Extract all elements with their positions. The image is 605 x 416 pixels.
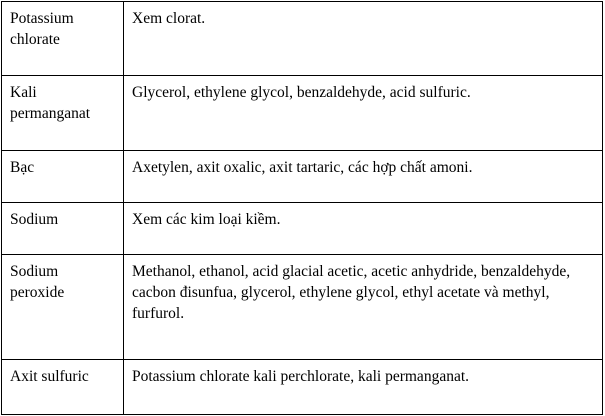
substance-cell: Sodium peroxide xyxy=(2,255,124,360)
incompatible-cell: Axetylen, axit oxalic, axit tartaric, các hợp chất amoni. xyxy=(124,151,603,203)
incompatible-cell: Potassium chlorate kali perchlorate, kali permanganat. xyxy=(124,360,603,415)
table-row xyxy=(2,255,603,360)
table-row xyxy=(2,2,603,76)
table-row xyxy=(2,151,603,203)
table-row xyxy=(2,360,603,415)
incompatible-cell: Glycerol, ethylene glycol, benzaldehyde, acid sulfuric. xyxy=(124,76,603,151)
chemical-incompatibility-table xyxy=(1,1,603,415)
incompatible-cell: Xem các kim loại kiềm. xyxy=(124,203,603,255)
incompatible-cell: Methanol, ethanol, acid glacial acetic, acetic anhydride, benzaldehyde, cacbon đisunfua, glycerol, ethylene glycol, ethyl acetate và methyl, furfurol. xyxy=(124,255,603,360)
substance-cell: Potassium chlorate xyxy=(2,2,124,76)
table-row xyxy=(2,76,603,151)
substance-cell: Kali permanganat xyxy=(2,76,124,151)
substance-cell: Bạc xyxy=(2,151,124,203)
table-row xyxy=(2,203,603,255)
substance-cell: Sodium xyxy=(2,203,124,255)
substance-cell: Axit sulfuric xyxy=(2,360,124,415)
incompatible-cell: Xem clorat. xyxy=(124,2,603,76)
